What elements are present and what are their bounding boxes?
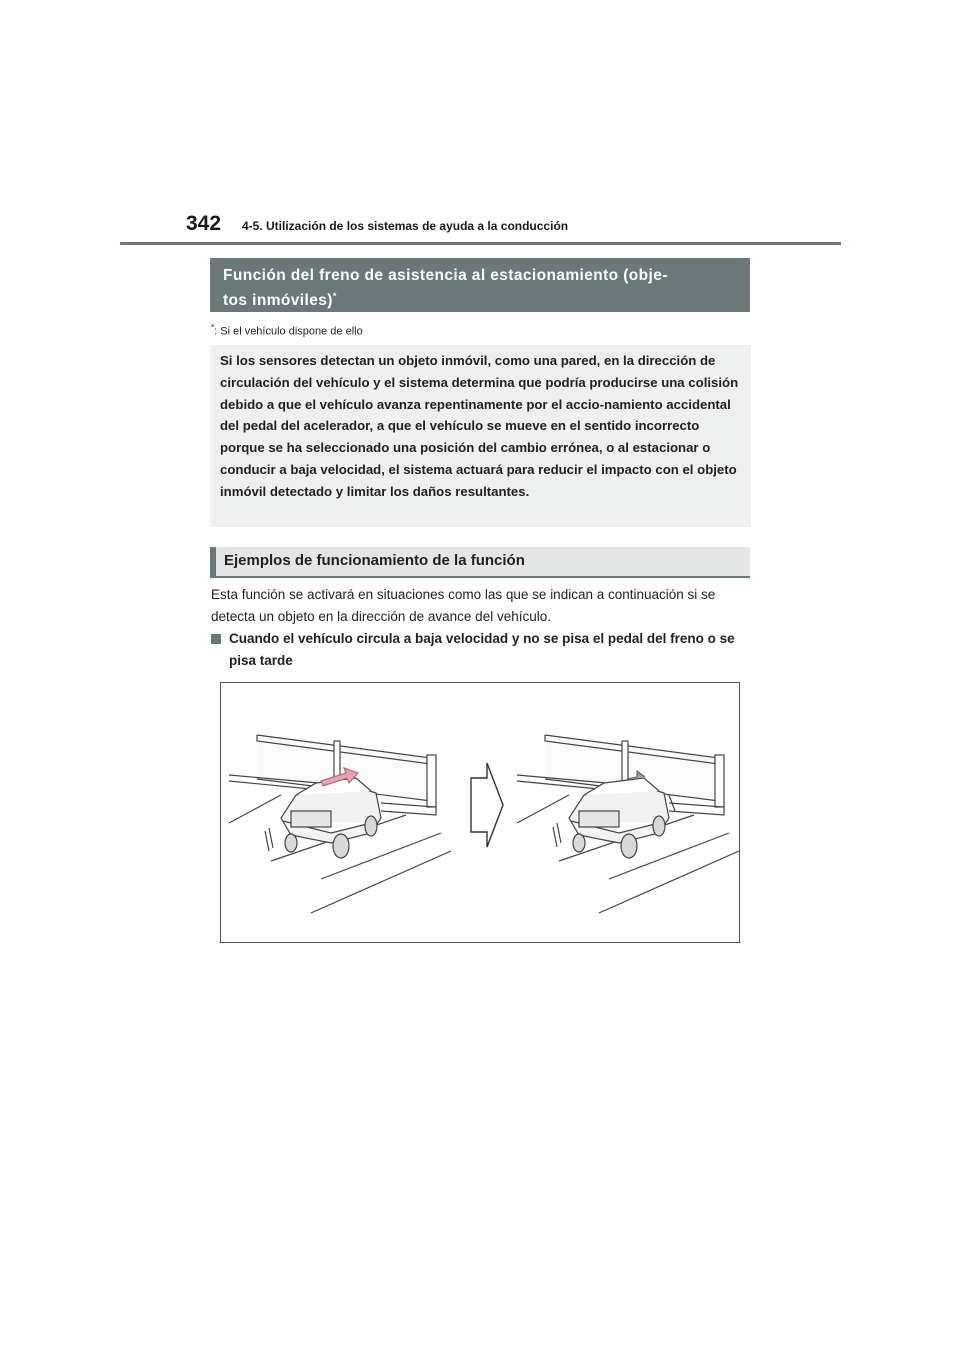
section-title bbox=[210, 258, 750, 312]
bullet-square-icon bbox=[211, 634, 221, 644]
bullet-item bbox=[211, 628, 751, 671]
parking-illustration bbox=[221, 683, 739, 942]
illustration-frame bbox=[220, 682, 740, 943]
scene-before bbox=[229, 735, 451, 913]
page-number: 342 bbox=[186, 212, 222, 235]
running-header: 4-5. Utilización de los sistemas de ayuda a la conducción bbox=[242, 219, 569, 233]
car-icon bbox=[281, 778, 381, 858]
examples-heading: Ejemplos de funcionamiento de la función bbox=[210, 547, 750, 578]
bullet-text: Cuando el vehículo circula a baja velocidad y no se pisa el pedal del freno o se pisa tarde bbox=[229, 631, 735, 668]
section-title-line1: Función del freno de asistencia al estacionamiento (obje- bbox=[223, 267, 668, 284]
section-title-asterisk: * bbox=[332, 290, 337, 301]
examples-intro: Esta función se activará en situaciones como las que se indican a continuación si se detecta un objeto en la dirección de avance del vehículo. bbox=[211, 587, 716, 624]
section-title-line2: tos inmóviles) bbox=[223, 292, 333, 309]
summary-box bbox=[210, 345, 751, 527]
footnote-text: : Si el vehículo dispone de ello bbox=[214, 325, 363, 338]
summary-text: Si los sensores detectan un objeto inmóvil, como una pared, en la dirección de circulación del vehículo y el sistema determina que podría producirse una colisión debido a que el vehículo avanza repentinamente por el accio-namiento accidental del pedal del acelerador, a que el vehículo se mueve en el sentido incorrecto porque se ha seleccionado una posición del cambio errónea, o al estacionar o conducir a baja velocidad, el sistema actuará para reducir el impacto con el objeto inmóvil detectado y limitar los daños resultantes. bbox=[220, 353, 739, 499]
arrow-right-icon bbox=[471, 763, 503, 847]
car-icon bbox=[569, 778, 669, 858]
scene-after bbox=[517, 735, 739, 913]
footnote-marker: * bbox=[211, 323, 215, 332]
footnote bbox=[211, 323, 363, 338]
header-rule bbox=[120, 242, 841, 245]
